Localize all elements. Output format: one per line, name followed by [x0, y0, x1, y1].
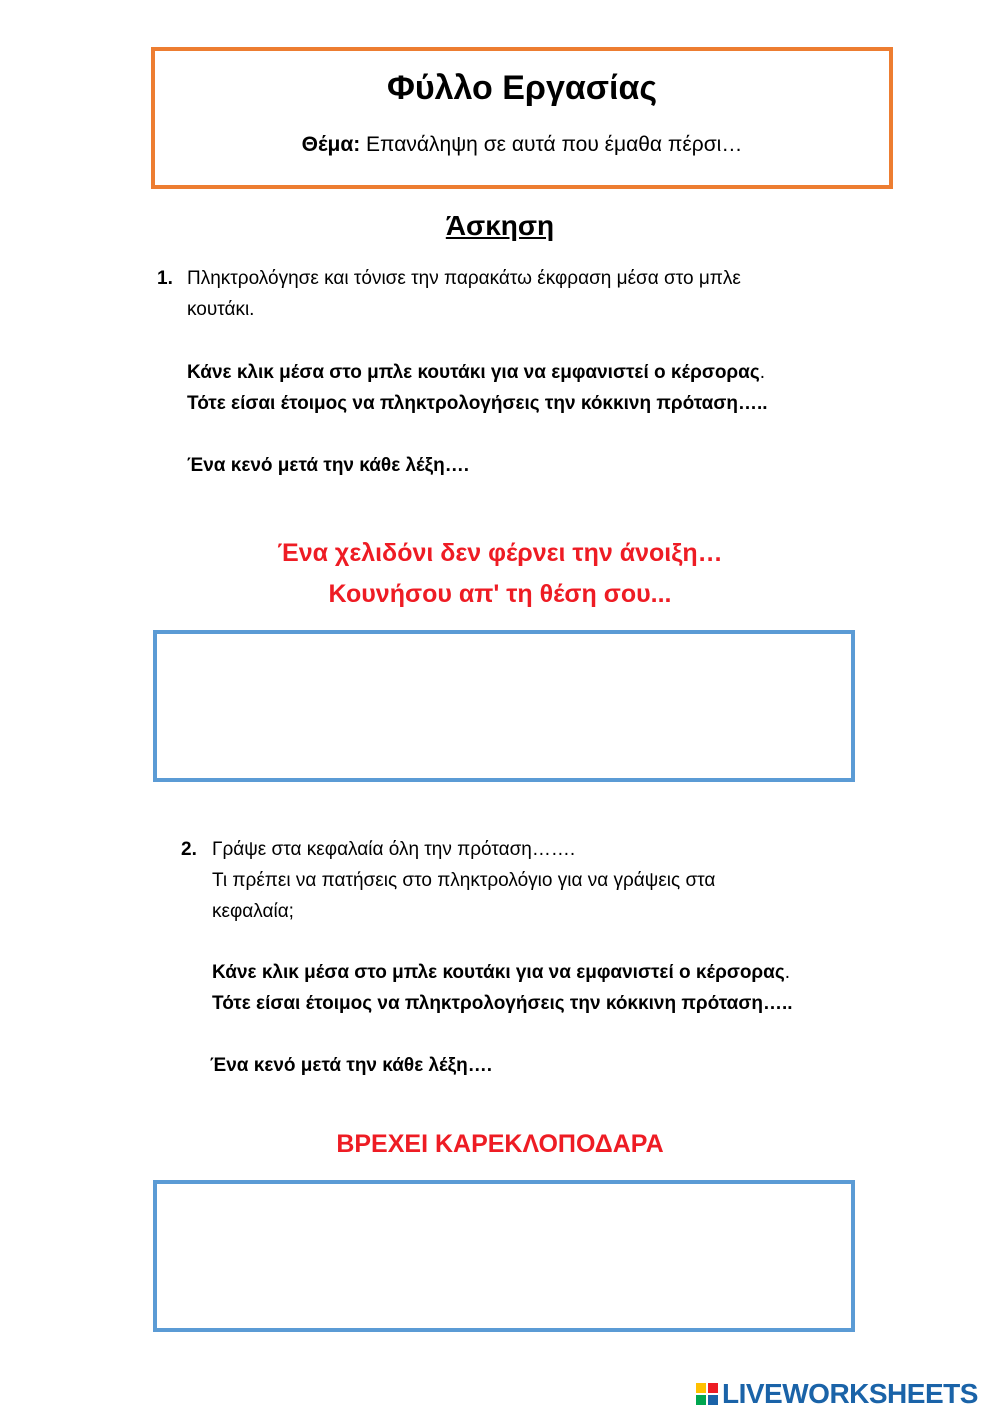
- exercise-2-ready-line: Τότε είσαι έτοιμος να πληκτρολογήσεις την κόκκινη πρόταση…..: [212, 993, 793, 1014]
- exercise-2-click-text: Κάνε κλικ μέσα στο μπλε κουτάκι για να εμφανιστεί ο κέρσορας: [212, 962, 785, 983]
- worksheet-subject: [155, 133, 889, 157]
- exercise-1-ready-line: Τότε είσαι έτοιμος να πληκτρολογήσεις την κόκκινη πρόταση…..: [187, 393, 768, 414]
- exercise-1-answer-box[interactable]: [153, 630, 855, 782]
- exercise-2-answer-box[interactable]: [153, 1180, 855, 1332]
- exercise-1-instruction-line-2: κουτάκι.: [187, 299, 255, 320]
- exercise-1-click-line: [187, 362, 765, 384]
- exercise-2-instruction-line-3: κεφαλαία;: [212, 901, 294, 922]
- exercise-1-click-text: Κάνε κλικ μέσα στο μπλε κουτάκι για να εμφανιστεί ο κέρσορας: [187, 362, 760, 383]
- exercise-1-space-line: Ένα κενό μετά την κάθε λέξη….: [187, 455, 469, 476]
- liveworksheets-logo-icon: [696, 1383, 718, 1405]
- subject-label: Θέμα:: [301, 133, 361, 156]
- subject-text: Επανάληψη σε αυτά που έμαθα πέρσι…: [360, 133, 743, 156]
- worksheet-title: Φύλλο Εργασίας: [386, 69, 658, 107]
- header-box: [151, 47, 893, 189]
- exercise-2-instruction-line-2: Τι πρέπει να πατήσεις στο πληκτρολόγιο για να γράψεις στα: [212, 870, 716, 891]
- exercise-1-click-end: .: [759, 362, 766, 383]
- exercise-2-space-line: Ένα κενό μετά την κάθε λέξη….: [210, 1055, 492, 1076]
- exercise-1-target-line-2: Κουνήσου απ' τη θέση σου...: [328, 580, 672, 608]
- liveworksheets-logo-text: LIVEWORKSHEETS: [722, 1378, 978, 1409]
- section-heading: Άσκηση: [445, 210, 555, 241]
- exercise-2-target-line: ΒΡΕΧΕΙ ΚΑΡΕΚΛΟΠΟΔΑΡΑ: [336, 1130, 664, 1158]
- exercise-2-number: 2.: [181, 839, 197, 860]
- liveworksheets-logo[interactable]: [696, 1377, 978, 1411]
- exercise-1-instruction-line-1: Πληκτρολόγησε και τόνισε την παρακάτω έκφραση μέσα στο μπλε: [187, 268, 741, 289]
- exercise-1-target-line-1: Ένα χελιδόνι δεν φέρνει την άνοιξη…: [277, 539, 723, 567]
- exercise-2-click-line: [212, 962, 790, 984]
- exercise-1-number: 1.: [157, 268, 173, 289]
- exercise-2-instruction-line-1: Γράψε στα κεφαλαία όλη την πρόταση…….: [212, 839, 576, 860]
- exercise-2-click-end: .: [784, 962, 791, 983]
